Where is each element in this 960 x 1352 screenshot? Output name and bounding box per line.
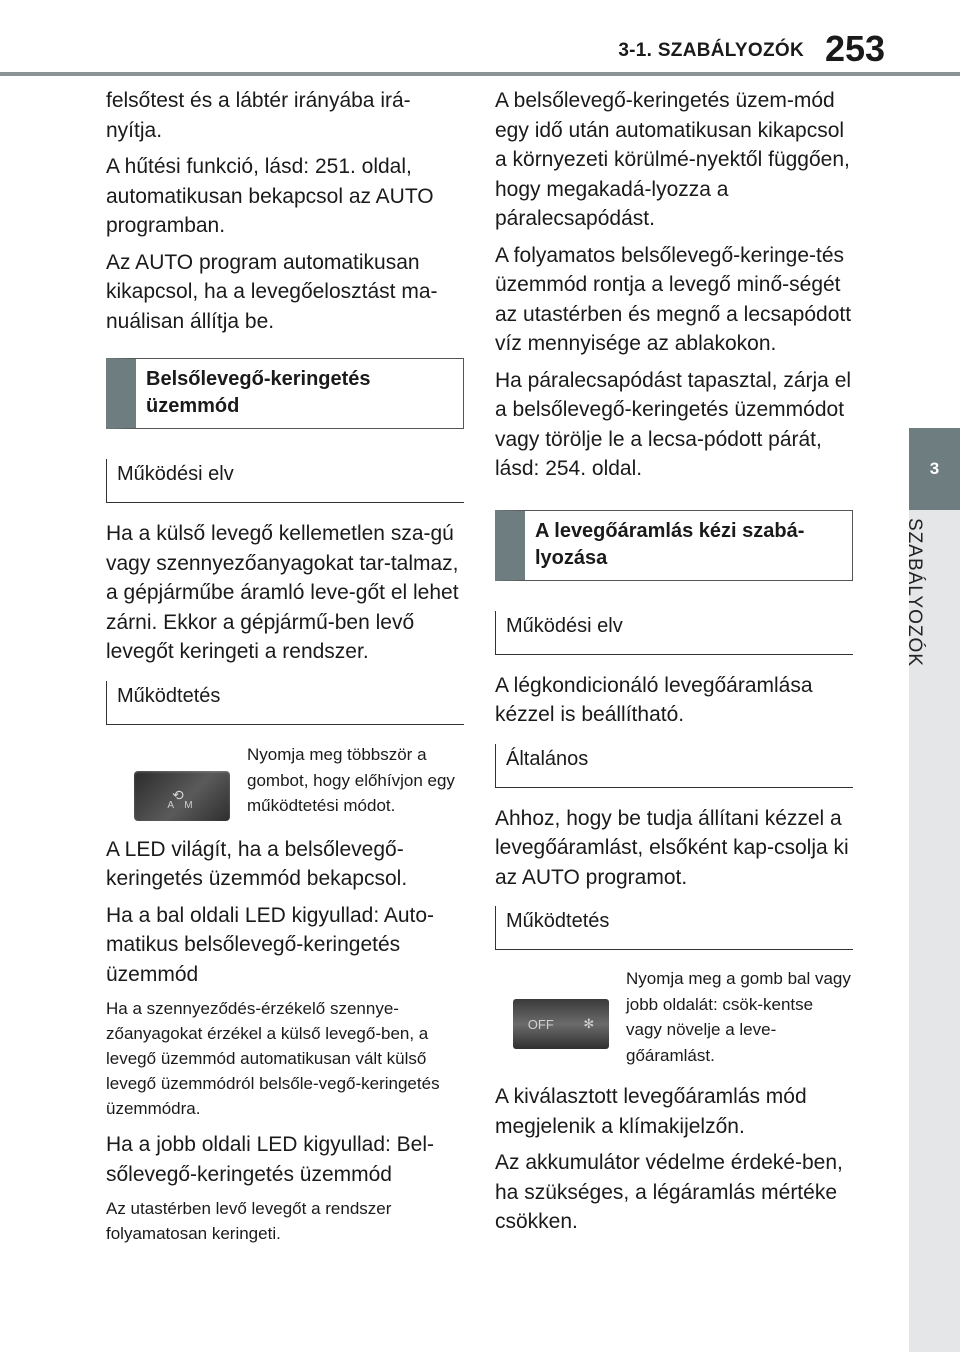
paragraph: A LED világít, ha a belsőlevegő-keringetés üzemmód bekapcsol.	[106, 837, 408, 890]
chapter-tab	[909, 428, 960, 510]
section-heading: A levegőáramlás kézi szabá-lyozása	[495, 510, 853, 581]
operation-instruction	[495, 966, 853, 1068]
page-number: 253	[824, 28, 886, 69]
button-led-labels: A M	[167, 799, 197, 811]
paragraph: Az akkumulátor védelme érdeké-ben, ha szükséges, a légáramlás mértéke csökken.	[495, 1151, 843, 1233]
recirculation-button-image	[134, 771, 230, 821]
paragraph: A légkondicionáló levegőáramlása kézzel is beállítható.	[495, 673, 813, 726]
subheading-operation: Működtetés	[495, 906, 853, 950]
paragraph: A belsőlevegő-keringetés üzem-mód egy idő után automatikusan kikapcsol a környezeti körülmé-nyektől függően, hogy megakadá-lyozza a páralecsapódást.	[495, 89, 850, 230]
operation-text: Nyomja meg a gomb bal vagy jobb oldalát: csök-kentse vagy növelje a leve-gőáramlást.	[626, 969, 851, 1065]
subheading-principle: Működési elv	[106, 459, 464, 503]
right-column	[495, 86, 853, 1244]
subheading-operation: Működtetés	[106, 681, 464, 725]
paragraph: Ha páralecsapódást tapasztal, zárja el a belsőlevegő-keringetés üzemmódot vagy törölje le a lecsa-pódott párát, lásd: 254. oldal.	[495, 368, 852, 480]
paragraph: A kiválasztott levegőáramlás mód megjelenik a klímakijelzőn.	[495, 1085, 807, 1138]
paragraph: A hűtési funkció, lásd: 251. oldal, automatikusan bekapcsol az AUTO programban.	[106, 155, 434, 237]
subheading-general: Általános	[495, 744, 853, 788]
header-rule	[0, 72, 960, 76]
chapter-tab-number: 3	[929, 459, 940, 478]
paragraph: felsőtest és a lábtér irányába irá-nyítja.	[106, 89, 411, 142]
chapter-tab-label: SZABÁLYOZÓK	[904, 518, 925, 667]
paragraph: Ha a külső levegő kellemetlen sza-gú vagy szennyezőanyagokat tar-talmaz, a gépjárműbe áramló leve-gőt el lehet zárni. Ekkor a gépjármű-ben levő levegőt keringeti a rendszer.	[106, 522, 459, 663]
operation-text: Nyomja meg többször a gombot, hogy előhívjon egy működtetési módot.	[247, 745, 455, 816]
paragraph: Ahhoz, hogy be tudja állítani kézzel a levegőáramlást, elsőként kap-csolja ki az AUTO programot.	[495, 806, 849, 889]
fan-increase-icon: ✻	[583, 1016, 595, 1031]
paragraph: Az AUTO program automatikusan kikapcsol, ha a levegőelosztást ma-nuálisan állítja be.	[106, 250, 438, 333]
paragraph: Ha a bal oldali LED kigyullad: Auto-matikus belsőlevegő-keringetés üzemmód	[106, 903, 435, 986]
subheading-principle: Működési elv	[495, 611, 853, 655]
left-column	[106, 86, 464, 1255]
operation-instruction	[106, 741, 464, 821]
chapter-title: 3-1. SZABÁLYOZÓK	[618, 40, 804, 61]
note-paragraph: Ha a szennyeződés-érzékelő szennye-zőanyagokat érzékel a külső levegő-ben, a levegő üzemmód automatikusan vált külső levegő üzemmódról belsőle-vegő-keringetés üzemmódra.	[106, 999, 440, 1118]
car-recirculation-icon: ⟲	[172, 786, 184, 803]
paragraph: Ha a jobb oldali LED kigyullad: Bel-sőlevegő-keringetés üzemmód	[106, 1133, 435, 1186]
section-heading: Belsőlevegő-keringetés üzemmód	[106, 358, 464, 429]
fan-decrease-icon: OFF	[527, 1016, 554, 1032]
paragraph: A folyamatos belsőlevegő-keringe-tés üzemmód rontja a levegő minő-ségét az utastérben és megnő a lecsapódott víz mennyisége az ablakokon.	[495, 243, 852, 355]
note-paragraph: Az utastérben levő levegőt a rendszer folyamatosan keringeti.	[106, 1199, 392, 1243]
fan-speed-button-image	[513, 999, 609, 1049]
